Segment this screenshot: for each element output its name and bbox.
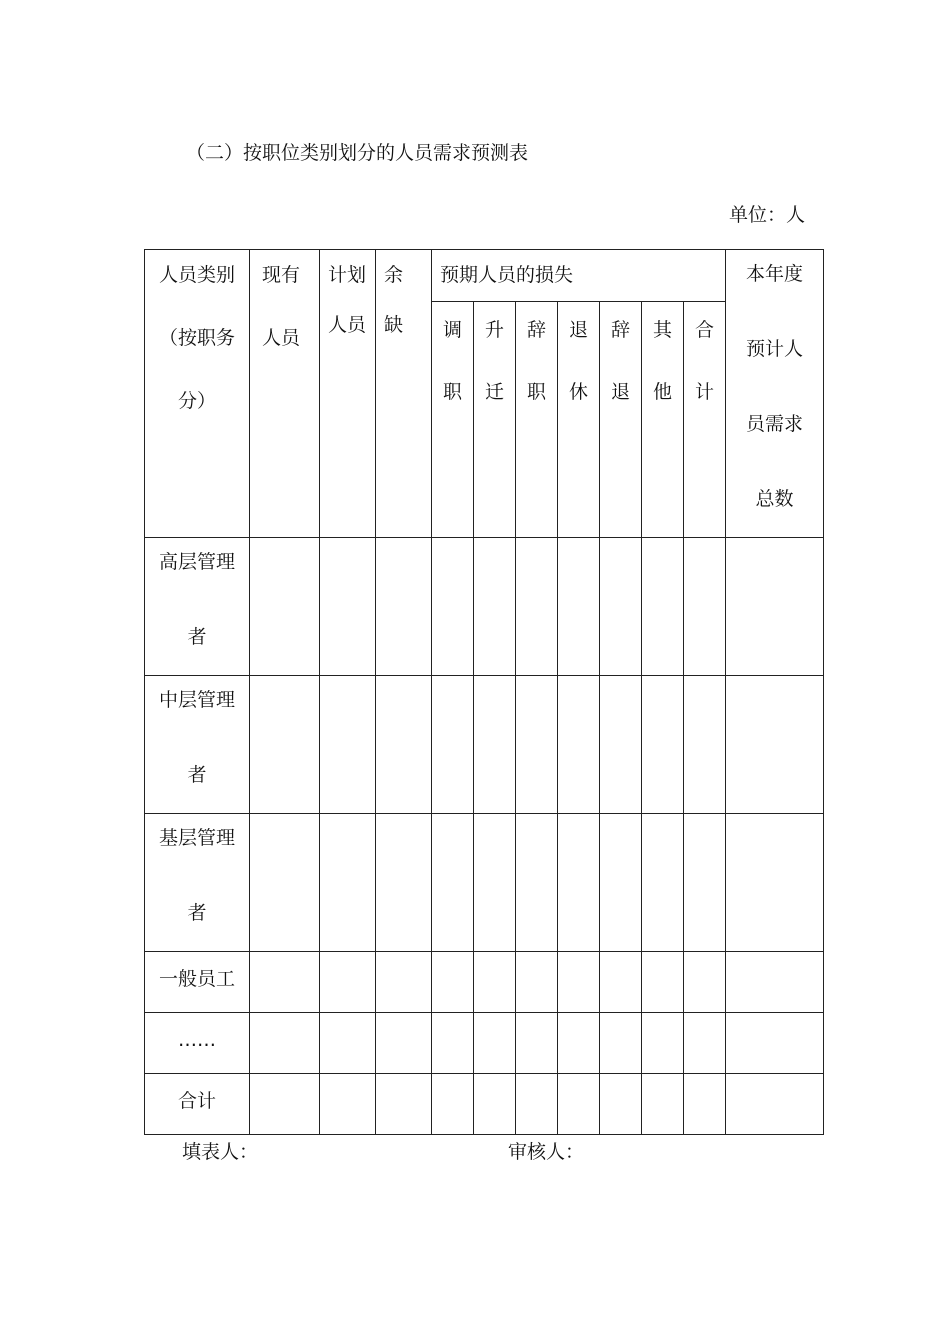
table-cell[interactable] [726,538,824,676]
table-cell[interactable] [558,814,600,952]
header-shortage [376,250,432,538]
table-cell[interactable] [558,538,600,676]
table-cell[interactable] [474,676,516,814]
header-expected-loss-text: 预期人员的损失 [440,264,574,286]
header-loss-transfer [432,301,474,537]
header-loss-resignation [516,301,558,537]
table-cell[interactable] [474,538,516,676]
header-loss-dismissal-text: 辞 退 [610,318,630,403]
table-cell[interactable] [376,814,432,952]
table-cell[interactable] [558,952,600,1013]
row-label-total [145,1074,250,1135]
reviewer-label: 审核人： [508,1141,585,1163]
table-cell[interactable] [320,952,376,1013]
table-cell[interactable] [516,538,558,676]
table-cell[interactable] [600,676,642,814]
table-cell[interactable] [250,676,320,814]
header-planned-staff-text: 计划 人员 [328,264,367,336]
table-cell[interactable] [320,1074,376,1135]
table-row [145,676,824,814]
table-cell[interactable] [516,814,558,952]
table-row [145,1074,824,1135]
table-cell[interactable] [474,952,516,1013]
table-cell[interactable] [250,952,320,1013]
table-cell[interactable] [600,1013,642,1074]
table-cell[interactable] [600,952,642,1013]
row-label-text: 高层管理 者 [158,551,235,648]
table-cell[interactable] [320,538,376,676]
row-label-middle [145,676,250,814]
header-planned-staff [320,250,376,538]
header-loss-subtotal-text: 合 计 [695,318,715,403]
table-cell[interactable] [642,1013,684,1074]
row-label-general [145,952,250,1013]
header-annual-total [726,250,824,538]
table-cell[interactable] [684,676,726,814]
table-cell[interactable] [684,814,726,952]
row-label-ellipsis [145,1013,250,1074]
row-label-text: 中层管理 者 [158,689,235,786]
table-cell[interactable] [432,538,474,676]
header-annual-total-text: 本年度 预计人 员需求 总数 [746,263,804,510]
table-cell[interactable] [600,538,642,676]
header-loss-retirement [558,301,600,537]
table-cell[interactable] [516,676,558,814]
table-cell[interactable] [558,676,600,814]
header-loss-other [642,301,684,537]
document-title: （二）按职位类别划分的人员需求预测表 [186,142,529,164]
table-cell[interactable] [320,1013,376,1074]
table-cell[interactable] [726,676,824,814]
table-cell[interactable] [432,676,474,814]
table-cell[interactable] [684,952,726,1013]
header-loss-subtotal [684,301,726,537]
table-cell[interactable] [558,1074,600,1135]
table-cell[interactable] [250,1074,320,1135]
table-cell[interactable] [432,814,474,952]
row-label-text: 基层管理 者 [158,827,235,924]
table-cell[interactable] [684,1074,726,1135]
table-cell[interactable] [726,1074,824,1135]
table-cell[interactable] [558,1013,600,1074]
table-cell[interactable] [250,538,320,676]
table-cell[interactable] [642,952,684,1013]
table-cell[interactable] [320,676,376,814]
filler-label: 填表人： [182,1141,259,1163]
table-cell[interactable] [376,676,432,814]
header-loss-promotion [474,301,516,537]
table-cell[interactable] [642,814,684,952]
table-cell[interactable] [474,1074,516,1135]
demand-forecast-table [144,249,824,1135]
table-cell[interactable] [432,1013,474,1074]
header-loss-promotion-text: 升 迁 [484,318,504,403]
header-expected-loss [432,250,726,302]
table-cell[interactable] [726,952,824,1013]
header-loss-dismissal [600,301,642,537]
header-current-staff-text: 现有 人员 [262,264,301,349]
row-label-text: …… [178,1029,216,1051]
table-cell[interactable] [726,1013,824,1074]
table-cell[interactable] [376,952,432,1013]
table-cell[interactable] [474,1013,516,1074]
table-cell[interactable] [320,814,376,952]
table-cell[interactable] [376,538,432,676]
header-loss-resignation-text: 辞 职 [526,318,546,403]
table-cell[interactable] [600,1074,642,1135]
table-cell[interactable] [516,952,558,1013]
row-label-text: 合计 [177,1090,216,1112]
table-cell[interactable] [642,1074,684,1135]
table-cell[interactable] [432,952,474,1013]
table-cell[interactable] [474,814,516,952]
table-row [145,814,824,952]
table-cell[interactable] [642,538,684,676]
table-row [145,538,824,676]
table-cell[interactable] [516,1074,558,1135]
row-label-junior [145,814,250,952]
table-cell[interactable] [726,814,824,952]
table-row [145,952,824,1013]
header-category [145,250,250,538]
table-cell[interactable] [642,676,684,814]
header-loss-retirement-text: 退 休 [568,318,588,403]
table-cell[interactable] [376,1074,432,1135]
header-shortage-text: 余 缺 [384,264,404,336]
header-loss-transfer-text: 调 职 [442,318,462,403]
table-cell[interactable] [684,1013,726,1074]
header-current-staff [250,250,320,538]
header-category-text: 人员类别 （按职务 分） [158,264,235,412]
table-cell[interactable] [516,1013,558,1074]
table-cell[interactable] [250,1013,320,1074]
row-label-senior [145,538,250,676]
table-row [145,1013,824,1074]
table-cell[interactable] [600,814,642,952]
table-cell[interactable] [376,1013,432,1074]
row-label-text: 一般员工 [158,968,235,990]
table-cell[interactable] [432,1074,474,1135]
unit-label: 单位：人 [729,204,806,226]
header-loss-other-text: 其 他 [652,318,672,403]
table-cell[interactable] [684,538,726,676]
table-cell[interactable] [250,814,320,952]
